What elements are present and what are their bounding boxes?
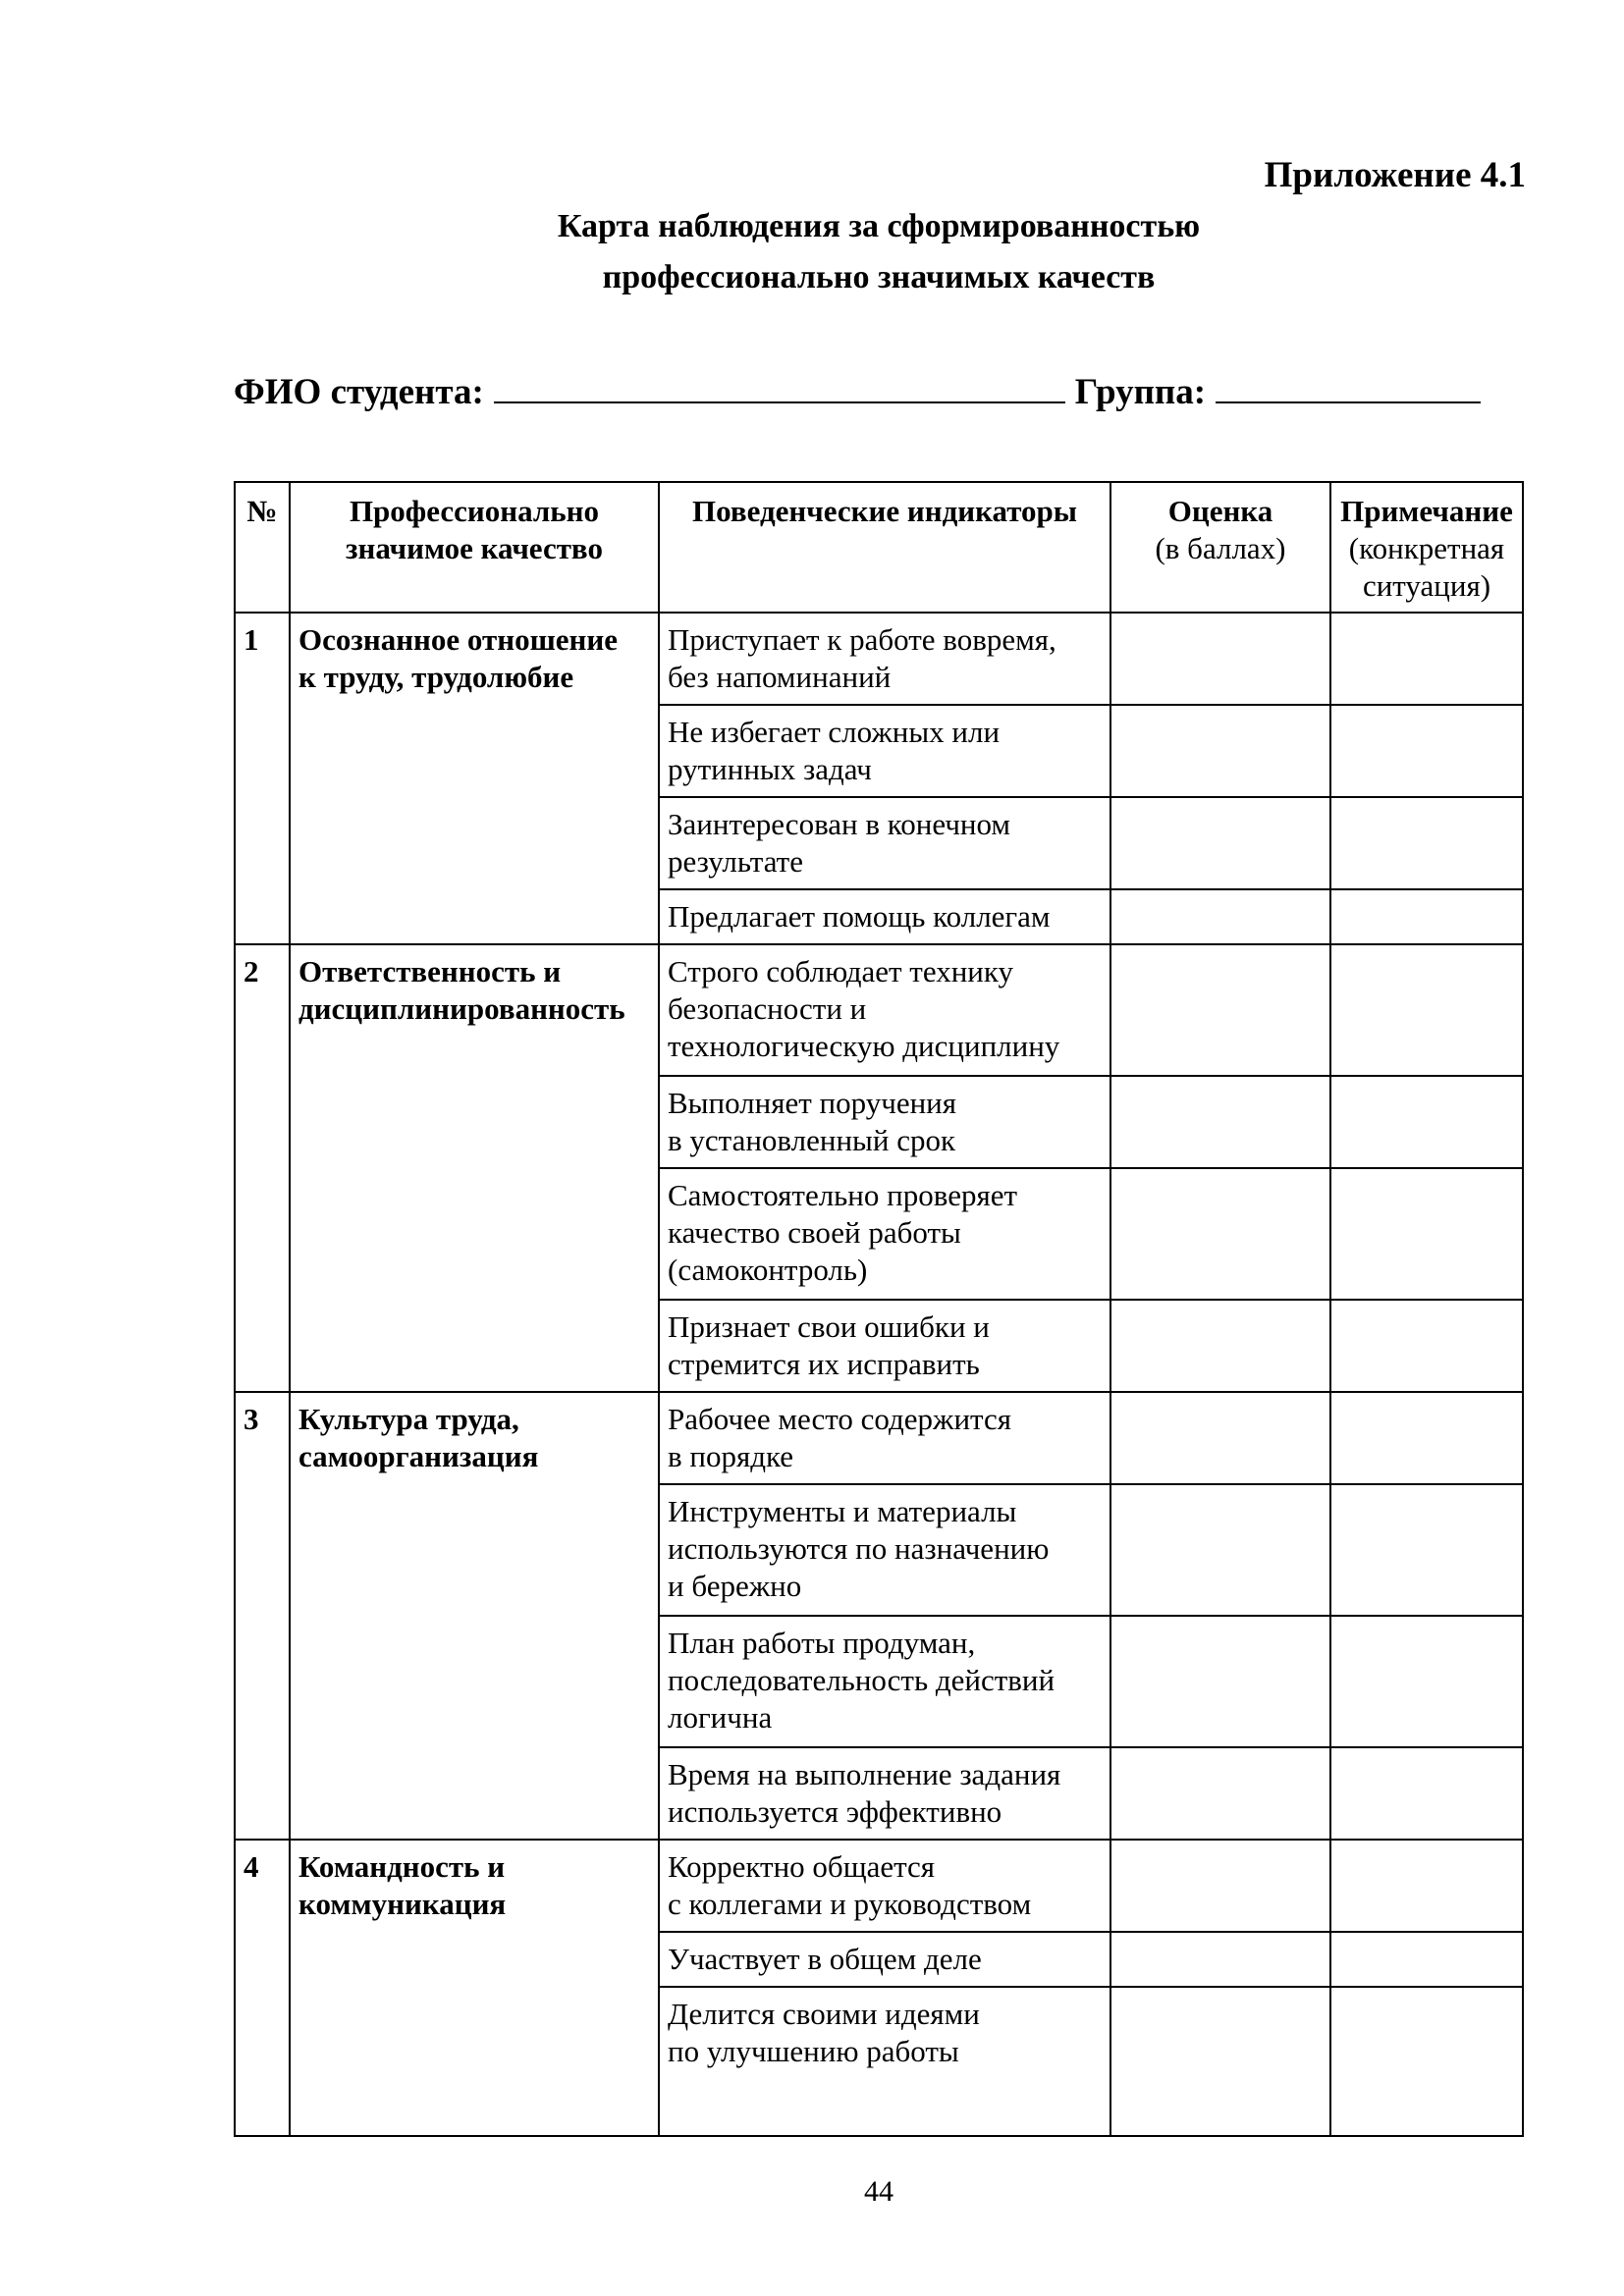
note-cell[interactable]	[1330, 1168, 1523, 1300]
indicator-line-2: без напоминаний	[668, 660, 892, 694]
indicator-cell	[659, 1076, 1110, 1168]
note-cell[interactable]	[1330, 1932, 1523, 1987]
indicator-line-2: результате	[668, 844, 803, 879]
quality-name-line-2: дисциплинированность	[298, 991, 625, 1026]
indicator-line-3: логична	[668, 1700, 773, 1735]
quality-name-line-1: Культура труда,	[298, 1402, 519, 1436]
indicator-line-2: в порядке	[668, 1439, 794, 1473]
indicator-line-1: План работы продуман,	[668, 1626, 976, 1660]
indicator-cell	[659, 1168, 1110, 1300]
score-cell[interactable]	[1110, 797, 1330, 889]
quality-name-line-2: самоорганизация	[298, 1439, 539, 1473]
indicator-line-1: Приступает к работе вовремя,	[668, 622, 1056, 657]
indicator-cell	[659, 1484, 1110, 1616]
quality-name	[290, 1840, 659, 2136]
score-cell[interactable]	[1110, 1747, 1330, 1840]
student-info-line	[234, 371, 1520, 413]
appendix-label: Приложение 4.1	[1264, 155, 1526, 195]
note-cell[interactable]	[1330, 1484, 1523, 1616]
indicator-line-2: с коллегами и руководством	[668, 1887, 1032, 1921]
score-cell[interactable]	[1110, 1840, 1330, 1932]
indicator-line-1: Участвует в общем деле	[668, 1942, 982, 1976]
document-title	[0, 201, 1624, 303]
quality-number: 4	[235, 1840, 290, 2136]
quality-name-line-2: к труду, трудолюбие	[298, 660, 574, 694]
score-cell[interactable]	[1110, 889, 1330, 944]
indicator-line-1: Рабочее место содержится	[668, 1402, 1011, 1436]
student-name-label: ФИО студента:	[234, 372, 484, 412]
quality-number: 3	[235, 1392, 290, 1840]
header-score-sub: (в баллах)	[1155, 531, 1286, 565]
indicator-cell	[659, 797, 1110, 889]
note-cell[interactable]	[1330, 1392, 1523, 1484]
note-cell[interactable]	[1330, 889, 1523, 944]
quality-number: 2	[235, 944, 290, 1392]
indicator-line-2: стремится их исправить	[668, 1347, 980, 1381]
score-cell[interactable]	[1110, 944, 1330, 1076]
title-line-2: профессионально значимых качеств	[602, 259, 1156, 295]
score-cell[interactable]	[1110, 1987, 1330, 2136]
note-cell[interactable]	[1330, 797, 1523, 889]
indicator-line-2: по улучшению работы	[668, 2034, 959, 2068]
score-cell[interactable]	[1110, 1300, 1330, 1392]
note-cell[interactable]	[1330, 1616, 1523, 1747]
group-blank[interactable]	[1216, 372, 1481, 403]
header-score-label: Оценка	[1167, 494, 1273, 528]
quality-name	[290, 944, 659, 1392]
score-cell[interactable]	[1110, 1484, 1330, 1616]
header-note-label: Примечание	[1340, 494, 1513, 528]
page-number: 44	[864, 2175, 893, 2208]
table-row	[235, 1392, 1523, 1484]
header-score	[1110, 482, 1330, 613]
table-row	[235, 1840, 1523, 1932]
quality-name-line-1: Командность и	[298, 1849, 506, 1884]
indicator-cell	[659, 1987, 1110, 2136]
header-note-sub-2: ситуация)	[1362, 568, 1491, 603]
score-cell[interactable]	[1110, 1932, 1330, 1987]
indicator-line-1: Предлагает помощь коллегам	[668, 899, 1051, 934]
indicator-line-2: рутинных задач	[668, 752, 872, 786]
header-num: №	[235, 482, 290, 613]
indicator-line-1: Признает свои ошибки и	[668, 1309, 990, 1344]
observation-table	[234, 481, 1524, 2137]
score-cell[interactable]	[1110, 613, 1330, 705]
indicator-line-2: безопасности и	[668, 991, 867, 1026]
indicator-cell	[659, 889, 1110, 944]
table-row	[235, 613, 1523, 705]
indicator-line-3: (самоконтроль)	[668, 1253, 868, 1287]
indicator-line-3: технологическую дисциплину	[668, 1029, 1060, 1063]
indicator-cell	[659, 1840, 1110, 1932]
title-line-1: Карта наблюдения за сформированностью	[557, 208, 1201, 244]
table-row	[235, 944, 1523, 1076]
note-cell[interactable]	[1330, 705, 1523, 797]
indicator-line-2: используются по назначению	[668, 1531, 1050, 1566]
indicator-cell	[659, 705, 1110, 797]
group-label: Группа:	[1074, 372, 1207, 412]
quality-name	[290, 1392, 659, 1840]
indicator-line-1: Инструменты и материалы	[668, 1494, 1017, 1528]
indicator-line-1: Строго соблюдает технику	[668, 954, 1013, 988]
indicator-line-1: Делится своими идеями	[668, 1997, 980, 2031]
indicator-line-2: используется эффективно	[668, 1794, 1002, 1829]
note-cell[interactable]	[1330, 1300, 1523, 1392]
header-indicators: Поведенческие индикаторы	[659, 482, 1110, 613]
indicator-cell	[659, 1747, 1110, 1840]
indicator-line-2: в установленный срок	[668, 1123, 956, 1157]
score-cell[interactable]	[1110, 1616, 1330, 1747]
table-header-row	[235, 482, 1523, 613]
indicator-cell	[659, 944, 1110, 1076]
indicator-line-1: Корректно общается	[668, 1849, 936, 1884]
score-cell[interactable]	[1110, 1168, 1330, 1300]
header-note	[1330, 482, 1523, 613]
header-quality-line-1: Профессионально	[349, 494, 600, 528]
indicator-cell	[659, 1616, 1110, 1747]
quality-name-line-1: Осознанное отношение	[298, 622, 619, 657]
header-quality	[290, 482, 659, 613]
indicator-line-1: Самостоятельно проверяет	[668, 1178, 1018, 1212]
indicator-cell	[659, 1300, 1110, 1392]
note-cell[interactable]	[1330, 1076, 1523, 1168]
score-cell[interactable]	[1110, 1076, 1330, 1168]
header-quality-line-2: значимое качество	[346, 531, 603, 565]
indicator-cell	[659, 1932, 1110, 1987]
quality-number: 1	[235, 613, 290, 944]
header-note-sub-1: (конкретная	[1348, 531, 1505, 565]
quality-name-line-2: коммуникация	[298, 1887, 507, 1921]
quality-name-line-1: Ответственность и	[298, 954, 562, 988]
note-cell[interactable]	[1330, 1987, 1523, 2136]
indicator-line-1: Время на выполнение задания	[668, 1757, 1061, 1791]
indicator-line-1: Выполняет поручения	[668, 1086, 957, 1120]
indicator-line-1: Заинтересован в конечном	[668, 807, 1011, 841]
indicator-line-1: Не избегает сложных или	[668, 715, 1001, 749]
indicator-line-2: последовательность действий	[668, 1663, 1056, 1697]
quality-name	[290, 613, 659, 944]
note-cell[interactable]	[1330, 1840, 1523, 1932]
note-cell[interactable]	[1330, 944, 1523, 1076]
student-name-blank[interactable]	[494, 372, 1065, 403]
note-cell[interactable]	[1330, 613, 1523, 705]
indicator-line-3: и бережно	[668, 1569, 802, 1603]
score-cell[interactable]	[1110, 705, 1330, 797]
indicator-cell	[659, 1392, 1110, 1484]
table-body	[235, 613, 1523, 2136]
indicator-cell	[659, 613, 1110, 705]
score-cell[interactable]	[1110, 1392, 1330, 1484]
note-cell[interactable]	[1330, 1747, 1523, 1840]
indicator-line-2: качество своей работы	[668, 1215, 961, 1250]
